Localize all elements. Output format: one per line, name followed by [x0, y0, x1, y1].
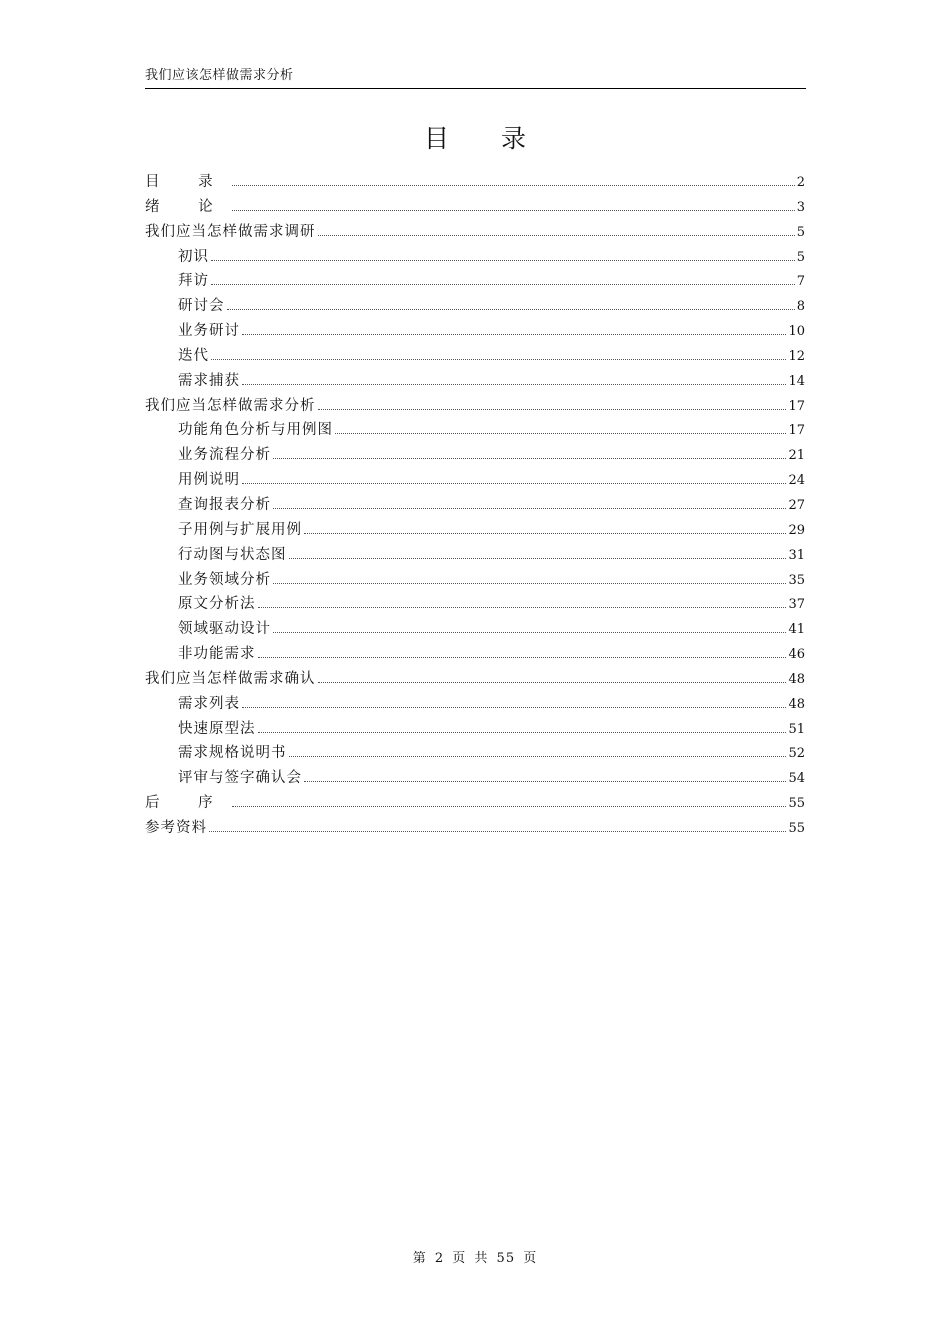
toc-entry-page-number: 24	[788, 473, 805, 489]
toc-entry[interactable]	[145, 269, 805, 294]
toc-entry[interactable]	[145, 642, 805, 667]
toc-entry-label: 评审与签字确认会	[178, 770, 302, 787]
toc-entry[interactable]	[145, 791, 805, 816]
toc-leader-dots	[273, 507, 786, 509]
toc-entry-page-number: 52	[788, 746, 805, 762]
toc-entry-label: 我们应当怎样做需求确认	[145, 670, 316, 687]
toc-entry-label: 我们应当怎样做需求分析	[145, 397, 316, 414]
toc-entry[interactable]	[145, 592, 805, 617]
toc-entry[interactable]	[145, 692, 805, 717]
toc-entry[interactable]	[145, 319, 805, 344]
toc-entry-page-number: 14	[788, 373, 805, 389]
toc-entry[interactable]	[145, 418, 805, 443]
toc-leader-dots	[258, 656, 787, 658]
toc-entry-page-number: 10	[788, 324, 805, 340]
toc-leader-dots	[258, 731, 787, 733]
toc-entry-page-number: 48	[788, 671, 805, 687]
toc-leader-dots	[258, 606, 787, 608]
toc-entry-page-number: 21	[788, 448, 805, 464]
toc-entry-page-number: 55	[788, 820, 805, 836]
toc-leader-dots	[211, 283, 795, 285]
toc-entry-label: 需求列表	[178, 695, 240, 712]
toc-entry-label: 子用例与扩展用例	[178, 521, 302, 538]
toc-entry-page-number: 54	[788, 771, 805, 787]
toc-entry[interactable]	[145, 617, 805, 642]
toc-entry-page-number: 12	[788, 348, 805, 364]
toc-entry-page-number: 8	[796, 299, 805, 315]
toc-leader-dots	[227, 308, 795, 310]
toc-entry-label: 我们应当怎样做需求调研	[145, 223, 316, 240]
toc-entry-label: 研讨会	[178, 298, 225, 315]
toc-leader-dots	[211, 358, 786, 360]
toc-leader-dots	[289, 755, 787, 757]
toc-entry-label: 迭代	[178, 347, 209, 364]
toc-leader-dots	[318, 408, 787, 410]
toc-entry[interactable]	[145, 717, 805, 742]
toc-entry-page-number: 2	[796, 175, 805, 190]
toc-leader-dots	[304, 532, 786, 534]
toc-entry[interactable]	[145, 816, 805, 841]
toc-leader-dots	[273, 631, 786, 633]
toc-entry[interactable]	[145, 766, 805, 791]
toc-entry-page-number: 17	[788, 423, 805, 439]
toc-leader-dots	[304, 780, 786, 782]
toc-entry-label: 后 序	[145, 795, 230, 812]
toc-leader-dots	[273, 582, 786, 584]
toc-entry[interactable]	[145, 369, 805, 394]
toc-leader-dots	[242, 383, 786, 385]
toc-entry[interactable]	[145, 170, 805, 195]
toc-entry-label: 初识	[178, 248, 209, 265]
toc-leader-dots	[318, 681, 787, 683]
toc-entry-page-number: 37	[788, 597, 805, 613]
toc-entry-label: 功能角色分析与用例图	[178, 422, 333, 439]
toc-entry-page-number: 35	[788, 572, 805, 588]
toc-entry-label: 参考资料	[145, 819, 207, 836]
toc-leader-dots	[273, 457, 786, 459]
toc-leader-dots	[318, 234, 795, 236]
running-header: 我们应该怎样做需求分析	[145, 66, 806, 89]
toc-title: 目 录	[424, 124, 548, 153]
toc-entry-page-number: 41	[788, 622, 805, 638]
toc-entry-page-number: 7	[796, 274, 805, 290]
toc-entry-page-number: 46	[788, 647, 805, 663]
toc-entry[interactable]	[145, 443, 805, 468]
toc-leader-dots	[209, 830, 786, 832]
toc-entry-label: 目 录	[145, 174, 230, 190]
toc-leader-dots	[242, 706, 786, 708]
page-footer: 第 2 页 共 55 页	[412, 1251, 538, 1266]
toc-entry-page-number: 55	[788, 796, 805, 812]
toc-entry-page-number: 5	[796, 249, 805, 265]
toc-leader-dots	[232, 805, 787, 807]
toc-entry[interactable]	[145, 543, 805, 568]
toc-leader-dots	[232, 209, 795, 211]
toc-entry-page-number: 3	[796, 199, 805, 215]
toc-leader-dots	[289, 557, 787, 559]
toc-entry-page-number: 29	[788, 522, 805, 538]
toc-entry[interactable]	[145, 344, 805, 369]
toc-leader-dots	[211, 259, 795, 261]
toc-entry-label: 绪 论	[145, 198, 230, 215]
table-of-contents	[145, 170, 805, 841]
toc-entry-label: 业务流程分析	[178, 447, 271, 464]
toc-entry[interactable]	[145, 294, 805, 319]
toc-entry[interactable]	[145, 394, 805, 419]
toc-entry[interactable]	[145, 568, 805, 593]
toc-leader-dots	[242, 482, 786, 484]
toc-entry-label: 业务领域分析	[178, 571, 271, 588]
toc-entry[interactable]	[145, 220, 805, 245]
toc-entry-label: 需求捕获	[178, 372, 240, 389]
toc-entry-label: 查询报表分析	[178, 496, 271, 513]
toc-entry[interactable]	[145, 667, 805, 692]
toc-entry[interactable]	[145, 741, 805, 766]
toc-entry-label: 原文分析法	[178, 596, 256, 613]
toc-entry-label: 非功能需求	[178, 646, 256, 663]
toc-entry-page-number: 31	[788, 547, 805, 563]
toc-entry-label: 需求规格说明书	[178, 745, 287, 762]
toc-leader-dots	[242, 333, 786, 335]
toc-entry[interactable]	[145, 518, 805, 543]
toc-entry-label: 用例说明	[178, 472, 240, 489]
toc-entry[interactable]	[145, 468, 805, 493]
toc-leader-dots	[232, 184, 795, 186]
toc-entry-page-number: 48	[788, 696, 805, 712]
toc-entry-page-number: 17	[788, 398, 805, 414]
toc-entry[interactable]	[145, 195, 805, 220]
toc-entry-label: 行动图与状态图	[178, 546, 287, 563]
toc-entry-label: 领域驱动设计	[178, 621, 271, 638]
toc-entry-label: 快速原型法	[178, 720, 256, 737]
toc-entry-label: 业务研讨	[178, 323, 240, 340]
toc-entry-page-number: 27	[788, 497, 805, 513]
toc-entry[interactable]	[145, 493, 805, 518]
toc-entry-page-number: 51	[788, 721, 805, 737]
toc-entry[interactable]	[145, 245, 805, 270]
toc-leader-dots	[335, 432, 786, 434]
toc-entry-label: 拜访	[178, 273, 209, 290]
toc-entry-page-number: 5	[796, 224, 805, 240]
